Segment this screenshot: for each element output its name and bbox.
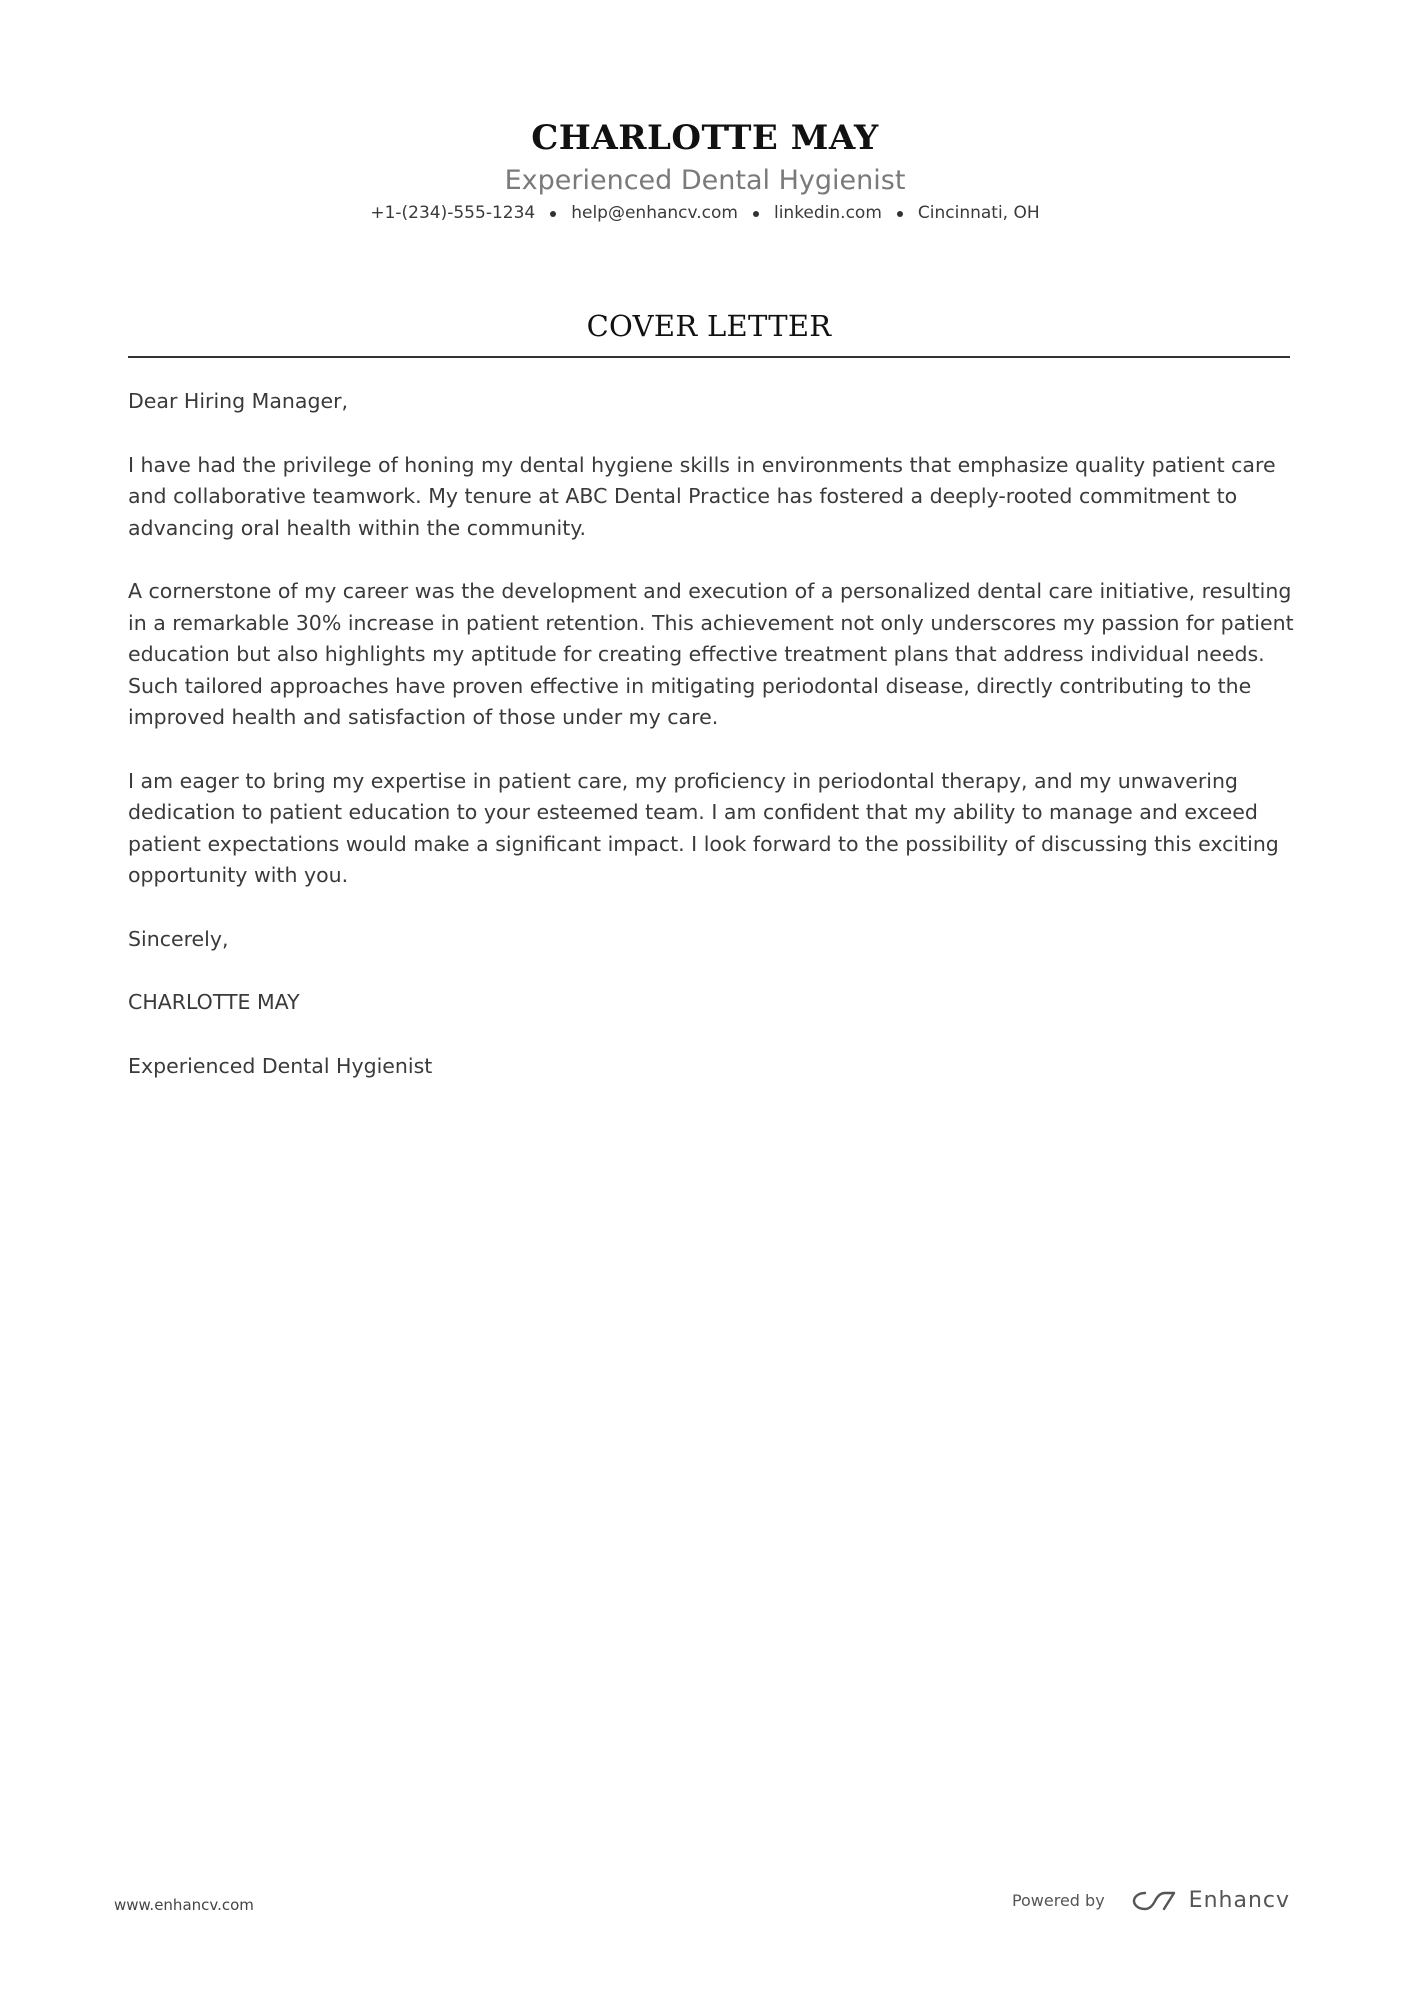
resume-header: [0, 115, 1410, 225]
powered-by-label: Powered by: [1011, 1891, 1105, 1910]
signature-name: CHARLOTTE MAY: [128, 990, 300, 1014]
contact-location: Cincinnati, OH: [917, 203, 1040, 223]
separator-dot: [897, 211, 903, 217]
contact-phone: +1-(234)-555-1234: [370, 203, 536, 223]
footer-branding: [1012, 1888, 1290, 1913]
section-title: COVER LETTER: [586, 309, 832, 343]
letter-paragraph: A cornerstone of my career was the development and execution of a personalized dental care initiative, resulting in a remarkable 30% increase in patient retention. This achievement not only underscores my passion for patient education but also highlights my aptitude for creating effective treatment plans that address individual needs. Such tailored approaches have proven effective in mitigating periodontal disease, directly contributing to the improved health and satisfaction of those under my care.: [128, 579, 1294, 729]
contact-email: help@enhancv.com: [571, 203, 738, 223]
separator-dot: [753, 211, 759, 217]
letter-greeting: Dear Hiring Manager,: [128, 389, 349, 413]
letter-body: [128, 386, 1298, 1114]
footer-website: www.enhancv.com: [114, 1896, 254, 1914]
separator-dot: [550, 211, 556, 217]
candidate-title: Experienced Dental Hygienist: [504, 165, 906, 196]
candidate-name: CHARLOTTE MAY: [531, 118, 879, 158]
letter-closing: Sincerely,: [128, 926, 229, 951]
letter-paragraph: I am eager to bring my expertise in patient care, my proficiency in periodontal therapy, and my unwavering dedication to patient education to your esteemed team. I am confident that my ability to manage and exceed patient expectations would make a significant impact. I look forward to the possibility of discussing this exciting opportunity with you.: [128, 768, 1279, 887]
letter-paragraph: I have had the privilege of honing my dental hygiene skills in environments that emphasize quality patient care and collaborative teamwork. My tenure at ABC Dental Practice has fostered a deeply-rooted commitment to advancing oral health within the community.: [128, 452, 1276, 540]
enhancv-logo-icon: [1131, 1889, 1177, 1913]
signature-title: Experienced Dental Hygienist: [128, 1053, 433, 1078]
brand-name: Enhancv: [1188, 1888, 1290, 1913]
contact-linkedin: linkedin.com: [773, 203, 882, 223]
section-divider: [128, 356, 1290, 358]
contact-line: [0, 201, 1410, 225]
